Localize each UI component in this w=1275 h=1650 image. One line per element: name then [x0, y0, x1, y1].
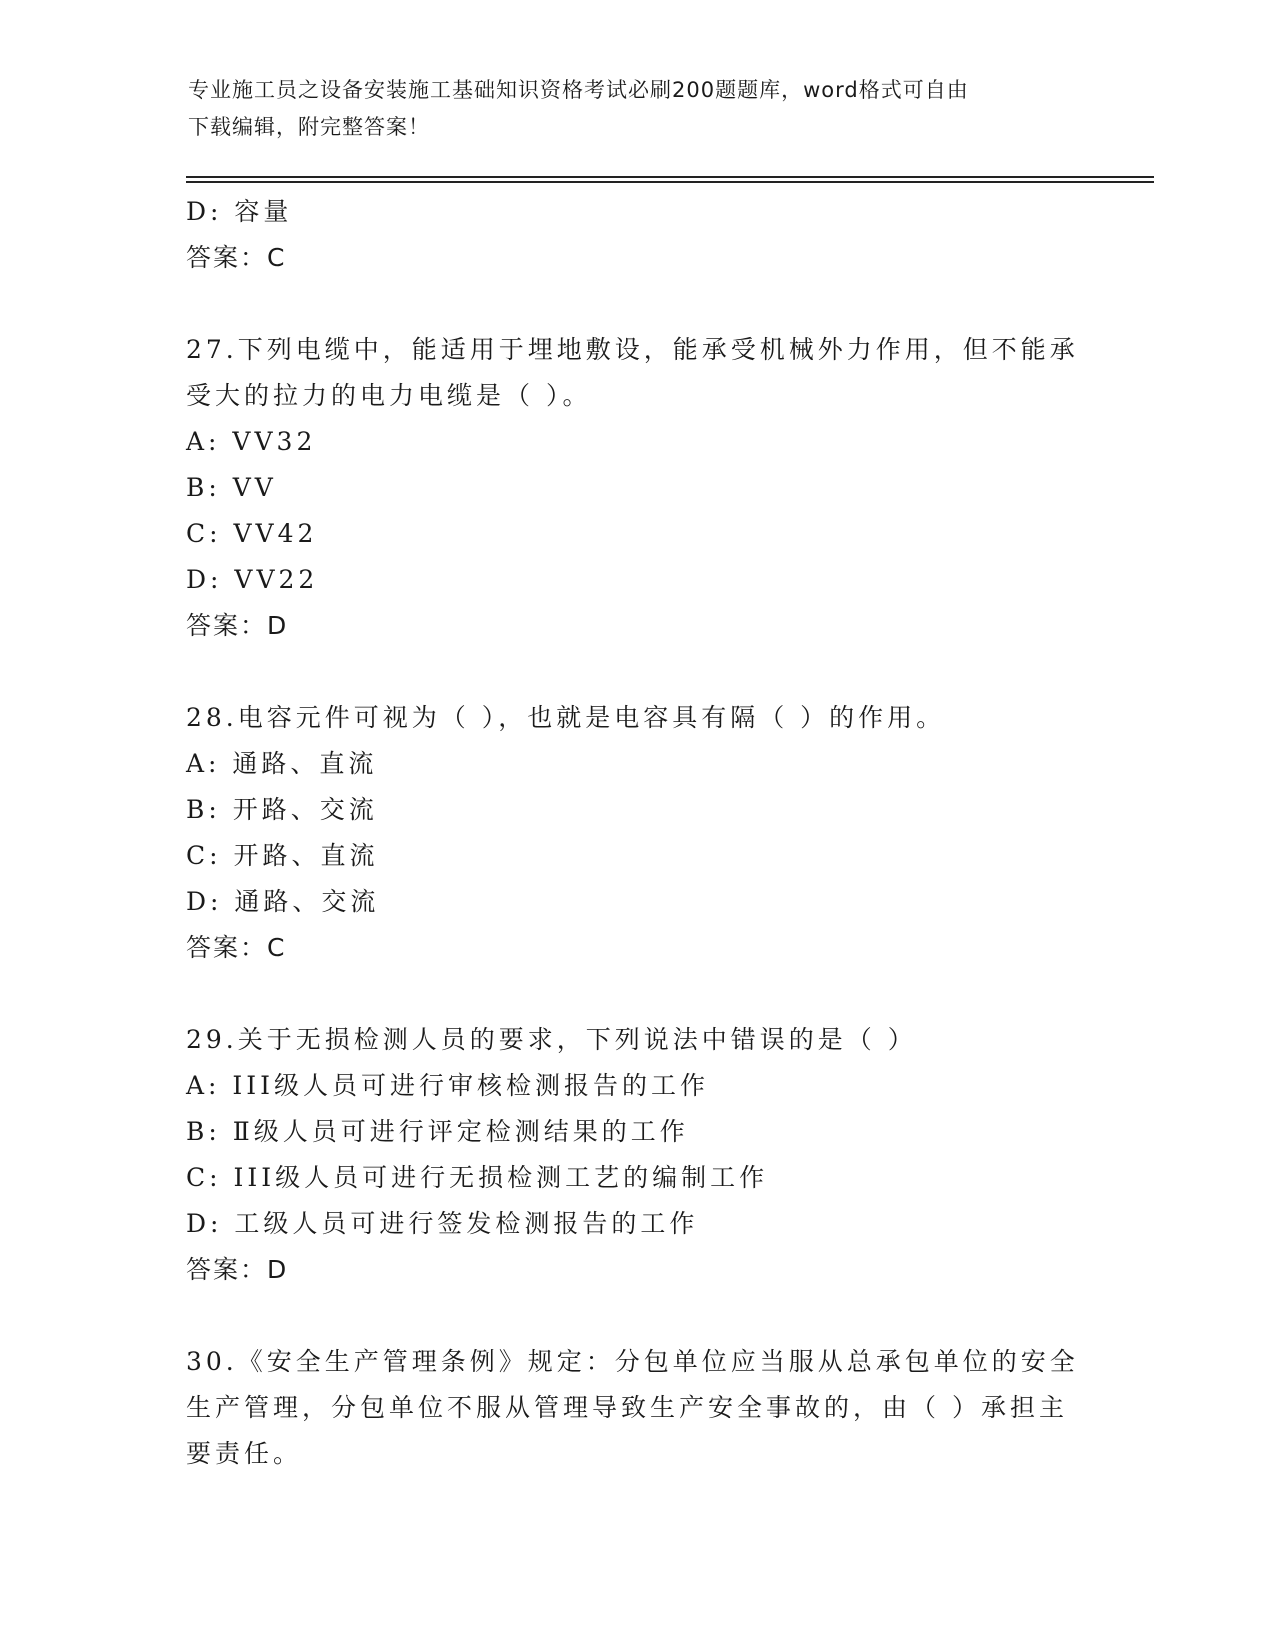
question-text-line-3: 要责任。: [186, 1439, 303, 1468]
option-d: D: 通路、交流: [186, 887, 380, 916]
option-b: B: Ⅱ级人员可进行评定检测结果的工作: [186, 1117, 689, 1146]
question-28: [186, 695, 1086, 971]
header-title-line-2: 下载编辑，附完整答案！: [188, 115, 430, 139]
question-text-line-1: 27.下列电缆中，能适用于埋地敷设，能承受机械外力作用，但不能承: [186, 335, 1079, 364]
option-d: D: 工级人员可进行签发检测报告的工作: [186, 1209, 699, 1238]
answer-line: 答案：D: [186, 611, 289, 640]
option-c: C: III级人员可进行无损检测工艺的编制工作: [186, 1163, 769, 1192]
option-b: B: 开路、交流: [186, 795, 378, 824]
document-header: [188, 72, 1078, 146]
option-d: D: 容量: [186, 197, 293, 226]
option-c: C: 开路、直流: [186, 841, 379, 870]
spacer: [186, 1293, 1086, 1339]
option-d: D: VV22: [186, 565, 319, 594]
option-b: B: VV: [186, 473, 277, 502]
question-text-line-1: 29.关于无损检测人员的要求，下列说法中错误的是（ ）: [186, 1025, 917, 1054]
option-a: A: 通路、直流: [186, 749, 378, 778]
question-26-tail: [186, 189, 1086, 281]
option-a: A: III级人员可进行审核检测报告的工作: [186, 1071, 710, 1100]
question-text-line-1: 28.电容元件可视为（ ），也就是电容具有隔（ ）的作用。: [186, 703, 946, 732]
header-divider-bottom: [186, 181, 1154, 183]
spacer: [186, 281, 1086, 327]
question-list: [186, 189, 1086, 1477]
question-27: [186, 327, 1086, 649]
question-29: [186, 1017, 1086, 1293]
option-c: C: VV42: [186, 519, 318, 548]
option-a: A: VV32: [186, 427, 317, 456]
spacer: [186, 649, 1086, 695]
answer-line: 答案：C: [186, 933, 287, 962]
spacer: [186, 971, 1086, 1017]
answer-line: 答案：D: [186, 1255, 289, 1284]
answer-line: 答案：C: [186, 243, 287, 272]
question-text-line-2: 受大的拉力的电力电缆是（ ）。: [186, 381, 592, 410]
header-title-line-1: 专业施工员之设备安装施工基础知识资格考试必刷200题题库，word格式可自由: [188, 78, 969, 102]
question-30: [186, 1339, 1086, 1477]
question-text-line-2: 生产管理，分包单位不服从管理导致生产安全事故的，由（ ）承担主: [186, 1393, 1068, 1422]
question-text-line-1: 30.《安全生产管理条例》规定：分包单位应当服从总承包单位的安全: [186, 1347, 1079, 1376]
header-divider-top: [186, 176, 1154, 178]
